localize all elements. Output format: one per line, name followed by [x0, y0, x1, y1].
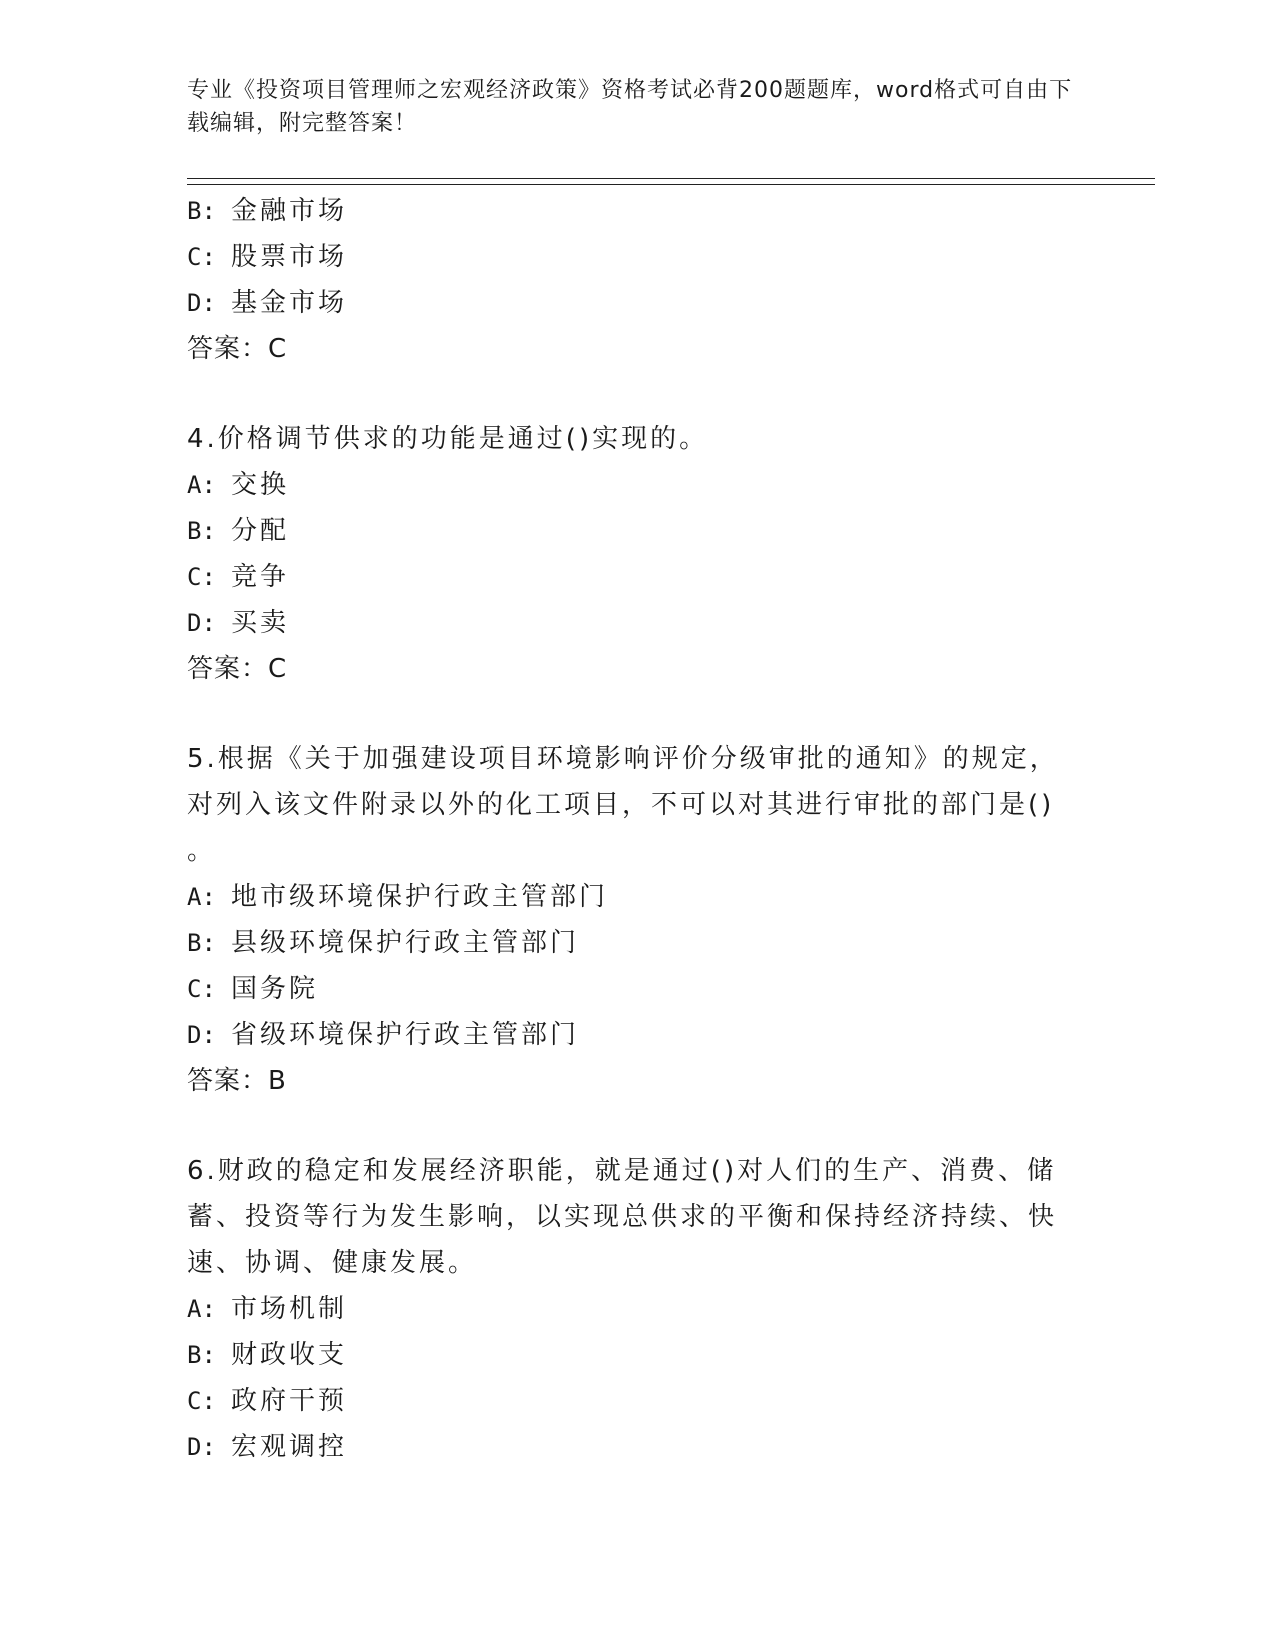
answer-line: 答案：B [187, 1066, 287, 1096]
question-text-line-1: 5.根据《关于加强建设项目环境影响评价分级审批的通知》的规定， [187, 744, 1059, 774]
question-3-tail [187, 188, 1067, 372]
option-b: B: 县级环境保护行政主管部门 [187, 928, 580, 958]
option-c: C: 股票市场 [187, 242, 348, 272]
answer-line: 答案：C [187, 334, 288, 364]
question-text-line-2: 对列入该文件附录以外的化工项目，不可以对其进行审批的部门是() [187, 790, 1055, 820]
option-b: B: 分配 [187, 516, 290, 546]
option-d: D: 宏观调控 [187, 1432, 348, 1462]
question-4 [187, 416, 1067, 692]
question-content [187, 188, 1067, 1470]
option-b: B: 财政收支 [187, 1340, 348, 1370]
question-5 [187, 736, 1067, 1104]
option-b: B: 金融市场 [187, 196, 348, 226]
question-text-line-1: 6.财政的稳定和发展经济职能，就是通过()对人们的生产、消费、储 [187, 1156, 1057, 1186]
option-c: C: 国务院 [187, 974, 319, 1004]
question-text-line-3: 速、协调、健康发展。 [187, 1248, 478, 1278]
option-d: D: 基金市场 [187, 288, 348, 318]
header-title: 专业《投资项目管理师之宏观经济政策》资格考试必背200题题库，word格式可自由下载编辑，附完整答案！ [187, 78, 1073, 136]
option-d: D: 省级环境保护行政主管部门 [187, 1020, 580, 1050]
option-a: A: 地市级环境保护行政主管部门 [187, 882, 609, 912]
answer-line: 答案：C [187, 654, 288, 684]
header-divider [187, 178, 1155, 185]
option-c: C: 政府干预 [187, 1386, 348, 1416]
option-a: A: 交换 [187, 470, 290, 500]
question-text: 4.价格调节供求的功能是通过()实现的。 [187, 424, 709, 454]
question-text-line-2: 蓄、投资等行为发生影响，以实现总供求的平衡和保持经济持续、快 [187, 1202, 1058, 1232]
option-a: A: 市场机制 [187, 1294, 348, 1324]
question-6 [187, 1148, 1067, 1470]
option-d: D: 买卖 [187, 608, 290, 638]
document-header [187, 74, 1087, 140]
option-c: C: 竞争 [187, 562, 290, 592]
question-text-line-3: 。 [187, 836, 217, 866]
